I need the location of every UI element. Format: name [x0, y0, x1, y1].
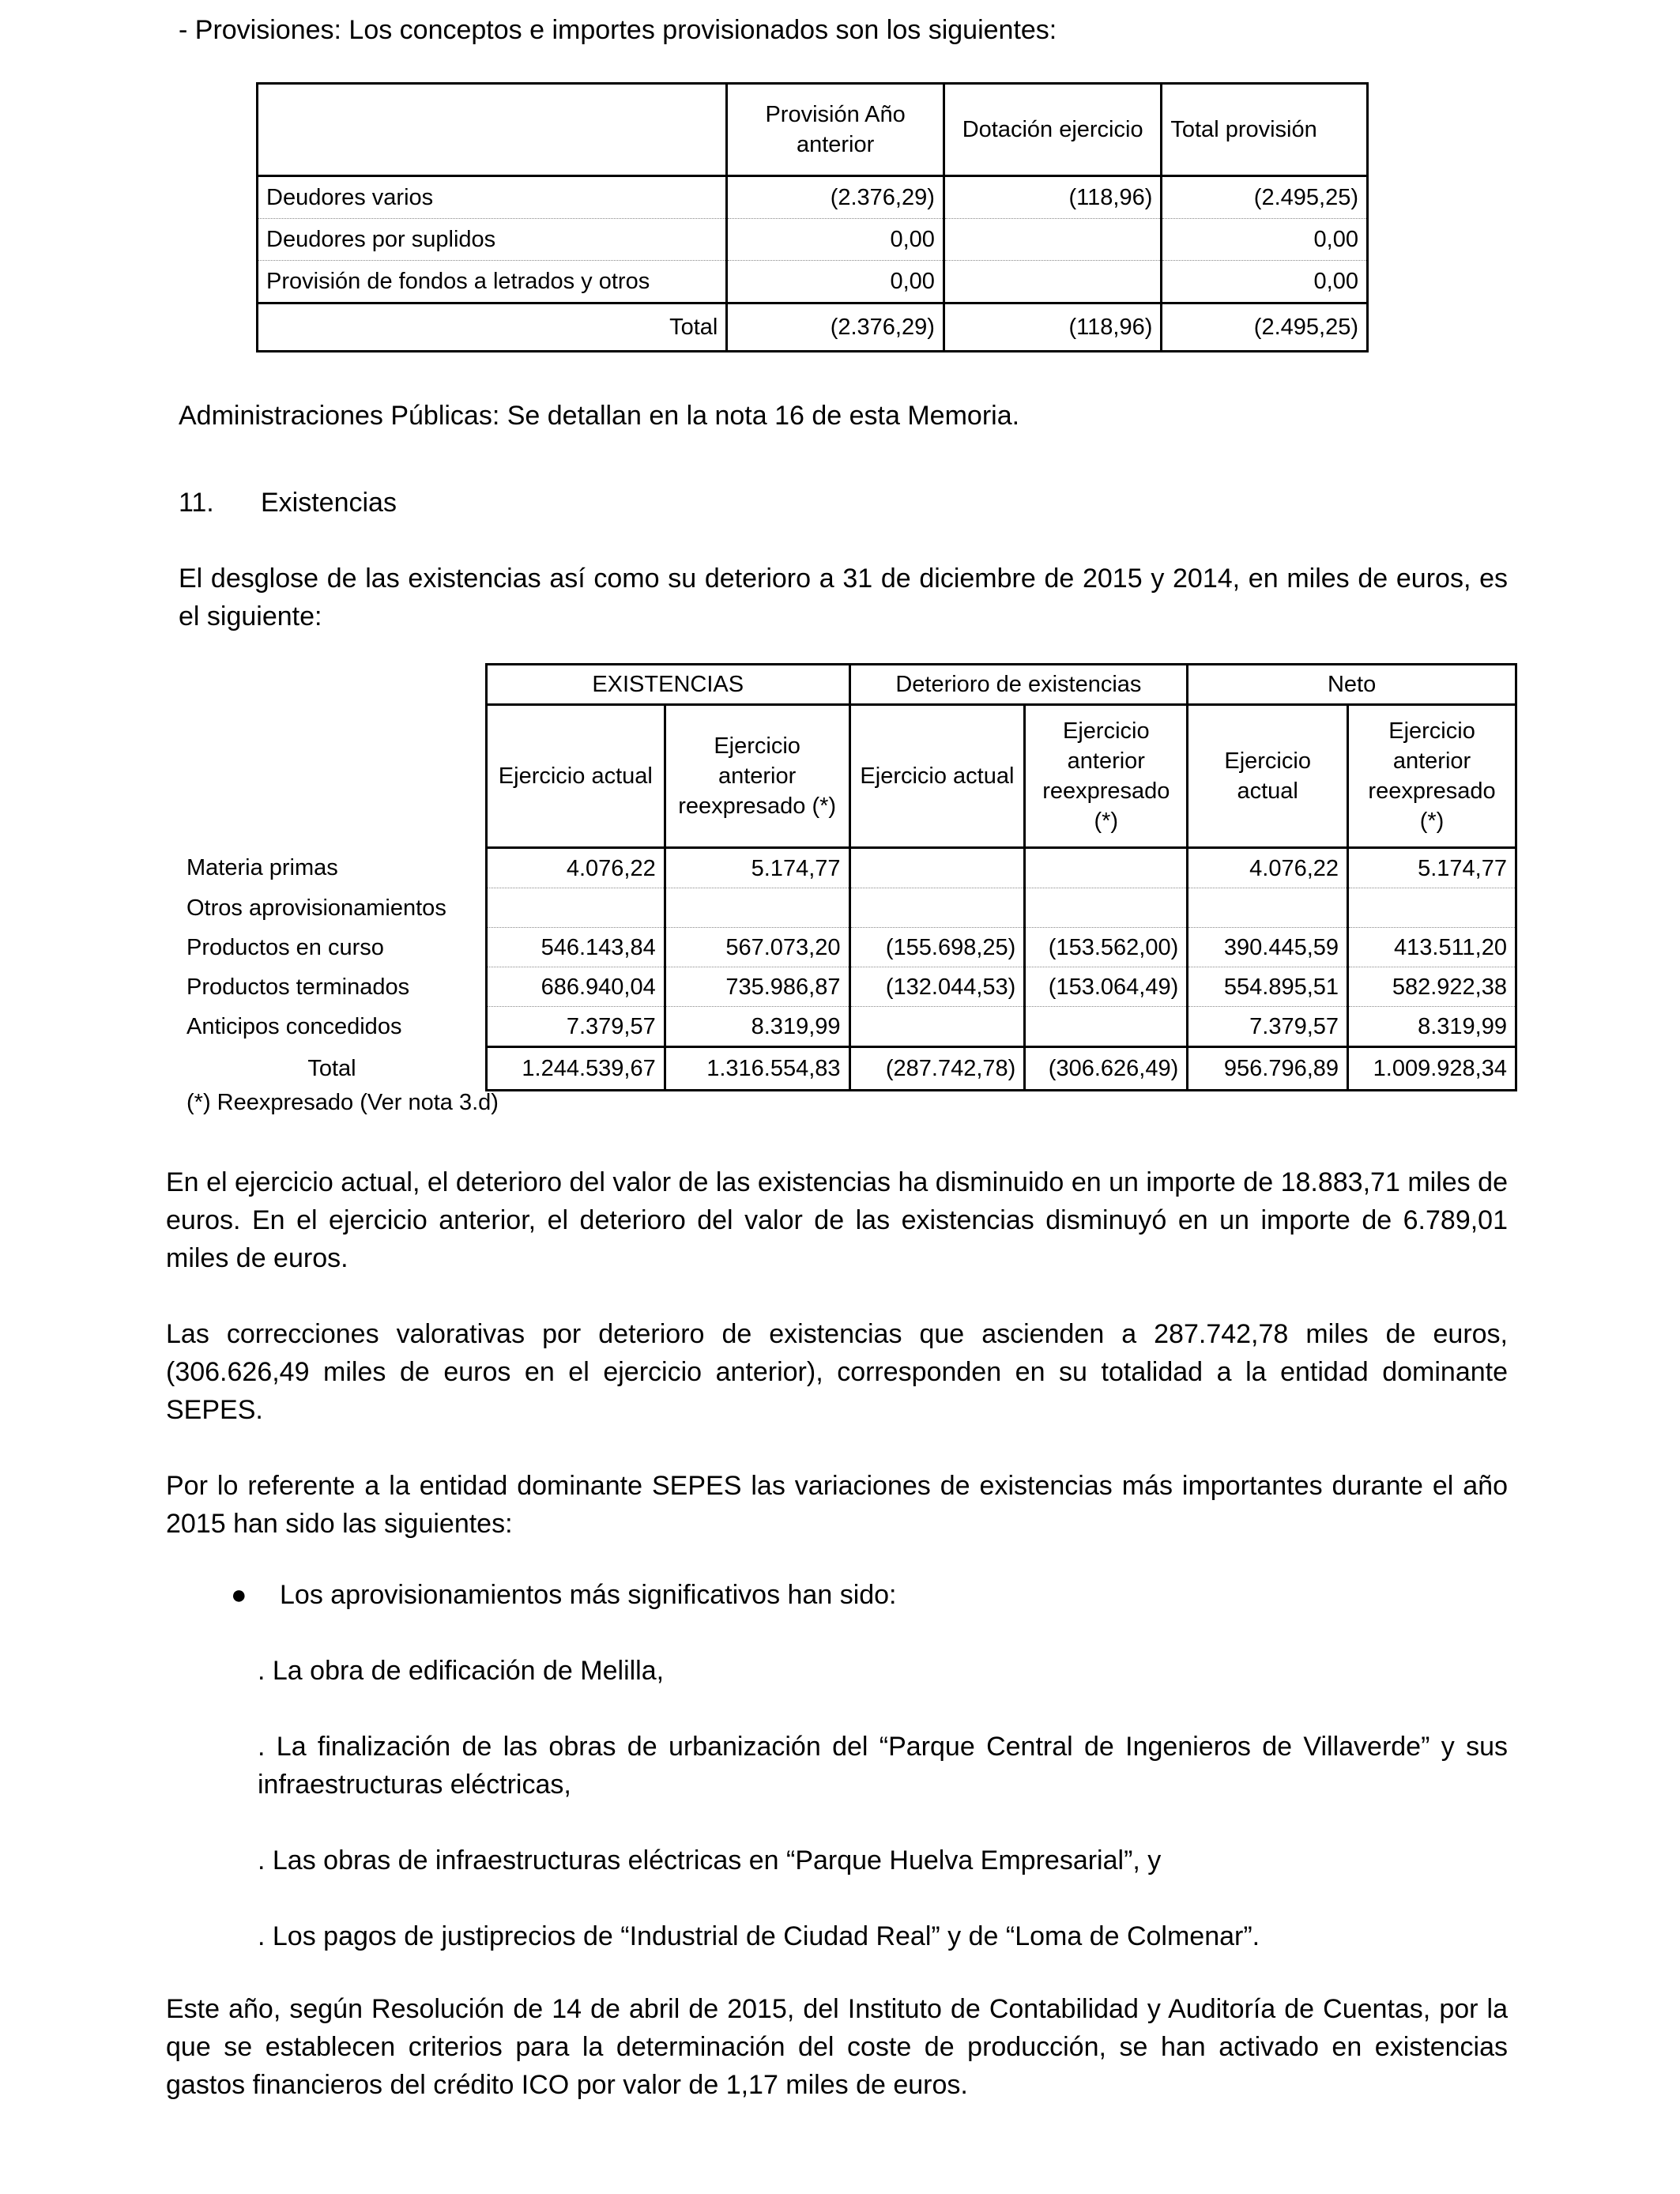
sub-item: . Los pagos de justiprecios de “Industrial de Ciudad Real” y de “Loma de Colmenar”. [258, 1921, 1260, 1951]
paragraph-variaciones: Por lo referente a la entidad dominante SEPES las variaciones de existencias más importantes durante el año 2015 han sido las siguientes: [166, 1471, 1508, 1539]
total-prev: (2.376,29) [727, 303, 944, 352]
cell-dot [944, 261, 1161, 303]
admin-line: Administraciones Públicas: Se detallan en la nota 16 de esta Memoria. [179, 401, 1020, 431]
table-row [177, 967, 1516, 1007]
table-row [177, 888, 1516, 928]
sub-item: . La obra de edificación de Melilla, [258, 1656, 665, 1686]
cell: (153.562,00) [1025, 928, 1188, 967]
provisions-header-blank [258, 84, 727, 176]
paragraph-correcciones: Las correcciones valorativas por deterioro de existencias que ascienden a 287.742,78 miles de euros, (306.626,49 miles de euros en el ejercicio anterior), corresponden en su totalidad a la entidad dominante SEPES. [166, 1319, 1508, 1425]
cell: 5.174,77 [665, 848, 849, 888]
provisions-intro: - Provisiones: Los conceptos e importes provisionados son los siguientes: [179, 15, 1057, 45]
cell: 390.445,59 [1188, 928, 1348, 967]
cell [486, 888, 665, 928]
cell-total: 0,00 [1162, 261, 1368, 303]
subheader-cell: Ejercicio actual [486, 705, 665, 848]
row-label: Otros aprovisionamientos [186, 895, 446, 921]
total-label: Total [258, 303, 727, 352]
cell: 5.174,77 [1348, 848, 1516, 888]
subheader-cell: Ejercicio actual [849, 705, 1025, 848]
total-cell: (306.626,49) [1025, 1047, 1188, 1091]
existencias-subheader-row [177, 705, 1516, 848]
cell: 686.940,04 [486, 967, 665, 1007]
table-row [258, 219, 1368, 261]
row-label: Deudores varios [258, 176, 727, 219]
provisions-table [256, 82, 1369, 352]
cell-prev: 0,00 [727, 261, 944, 303]
cell [849, 848, 1025, 888]
total-cell: (287.742,78) [849, 1047, 1025, 1091]
table-row [177, 848, 1516, 888]
cell: 4.076,22 [486, 848, 665, 888]
group-deterioro: Deterioro de existencias [849, 665, 1188, 705]
total-cell: 1.316.554,83 [665, 1047, 849, 1091]
cell [1348, 888, 1516, 928]
row-label: Productos en curso [186, 934, 384, 960]
existencias-intro: El desglose de las existencias así como su deterioro a 31 de diciembre de 2015 y 2014, en miles de euros, es el siguiente: [179, 564, 1508, 631]
table-footnote: (*) Reexpresado (Ver nota 3.d) [186, 1090, 499, 1115]
row-label: Productos terminados [186, 974, 410, 1000]
cell-prev: 0,00 [727, 219, 944, 261]
cell: 413.511,20 [1348, 928, 1516, 967]
cell-prev: (2.376,29) [727, 176, 944, 219]
cell [1188, 888, 1348, 928]
provisions-header-total: Total provisión [1162, 84, 1368, 176]
group-neto: Neto [1188, 665, 1516, 705]
cell: 7.379,57 [486, 1007, 665, 1047]
subheader-cell: Ejercicio anterior reexpresado (*) [1348, 705, 1516, 848]
row-label: Provisión de fondos a letrados y otros [258, 261, 727, 303]
paragraph-closing: Este año, según Resolución de 14 de abril de 2015, del Instituto de Contabilidad y Auditoría de Cuentas, por la que se establecen criterios para la determinación del coste de producción, se han activado en existencias gastos financieros del crédito ICO por valor de 1,17 miles de euros. [166, 1994, 1508, 2100]
provisions-header-prev: Provisión Año anterior [727, 84, 944, 176]
paragraph-deterioro: En el ejercicio actual, el deterioro del valor de las existencias ha disminuido en un importe de 18.883,71 miles de euros. En el ejercicio anterior, el deterioro del valor de las existencias disminuyó en un importe de 6.789,01 miles de euros. [166, 1167, 1508, 1273]
group-blank [177, 665, 486, 705]
total-cell: 1.244.539,67 [486, 1047, 665, 1091]
existencias-group-row [177, 665, 1516, 705]
cell: 8.319,99 [665, 1007, 849, 1047]
cell [849, 888, 1025, 928]
cell: 735.986,87 [665, 967, 849, 1007]
total-total: (2.495,25) [1162, 303, 1368, 352]
row-label: Anticipos concedidos [186, 1014, 402, 1039]
bullet-dot-icon: ● [231, 1580, 247, 1610]
sub-item: . Las obras de infraestructuras eléctricas en “Parque Huelva Empresarial”, y [258, 1845, 1162, 1875]
cell: 582.922,38 [1348, 967, 1516, 1007]
total-dot: (118,96) [944, 303, 1161, 352]
existencias-total-row [177, 1047, 1516, 1091]
section-title: Existencias [261, 488, 397, 518]
cell: (155.698,25) [849, 928, 1025, 967]
table-row [258, 176, 1368, 219]
section-number: 11. [179, 488, 214, 518]
cell: 567.073,20 [665, 928, 849, 967]
cell: (153.064,49) [1025, 967, 1188, 1007]
cell [1025, 848, 1188, 888]
provisions-total-row [258, 303, 1368, 352]
cell: 4.076,22 [1188, 848, 1348, 888]
table-row [177, 1007, 1516, 1047]
cell: 8.319,99 [1348, 1007, 1516, 1047]
table-row [177, 928, 1516, 967]
cell-total: 0,00 [1162, 219, 1368, 261]
subheader-cell: Ejercicio anterior reexpresado (*) [665, 705, 849, 848]
provisions-header-row [258, 84, 1368, 176]
cell [1025, 1007, 1188, 1047]
cell-dot: (118,96) [944, 176, 1161, 219]
cell: (132.044,53) [849, 967, 1025, 1007]
bullet-text: Los aprovisionamientos más significativos han sido: [280, 1580, 897, 1610]
cell-total: (2.495,25) [1162, 176, 1368, 219]
cell: 546.143,84 [486, 928, 665, 967]
group-existencias: EXISTENCIAS [486, 665, 849, 705]
cell: 554.895,51 [1188, 967, 1348, 1007]
subheader-cell: Ejercicio actual [1188, 705, 1348, 848]
total-cell: 956.796,89 [1188, 1047, 1348, 1091]
cell: 7.379,57 [1188, 1007, 1348, 1047]
cell-dot [944, 219, 1161, 261]
row-label: Materia primas [186, 855, 338, 880]
total-cell: 1.009.928,34 [1348, 1047, 1516, 1091]
subheader-blank [177, 705, 486, 848]
provisions-header-dot: Dotación ejercicio [944, 84, 1161, 176]
sub-item: . La finalización de las obras de urbanización del “Parque Central de Ingenieros de Villaverde” y sus infraestructuras eléctricas, [258, 1732, 1508, 1800]
cell [849, 1007, 1025, 1047]
total-label: Total [307, 1056, 356, 1081]
cell [665, 888, 849, 928]
row-label: Deudores por suplidos [258, 219, 727, 261]
existencias-table [177, 663, 1517, 1091]
subheader-cell: Ejercicio anterior reexpresado (*) [1025, 705, 1188, 848]
table-row [258, 261, 1368, 303]
cell [1025, 888, 1188, 928]
